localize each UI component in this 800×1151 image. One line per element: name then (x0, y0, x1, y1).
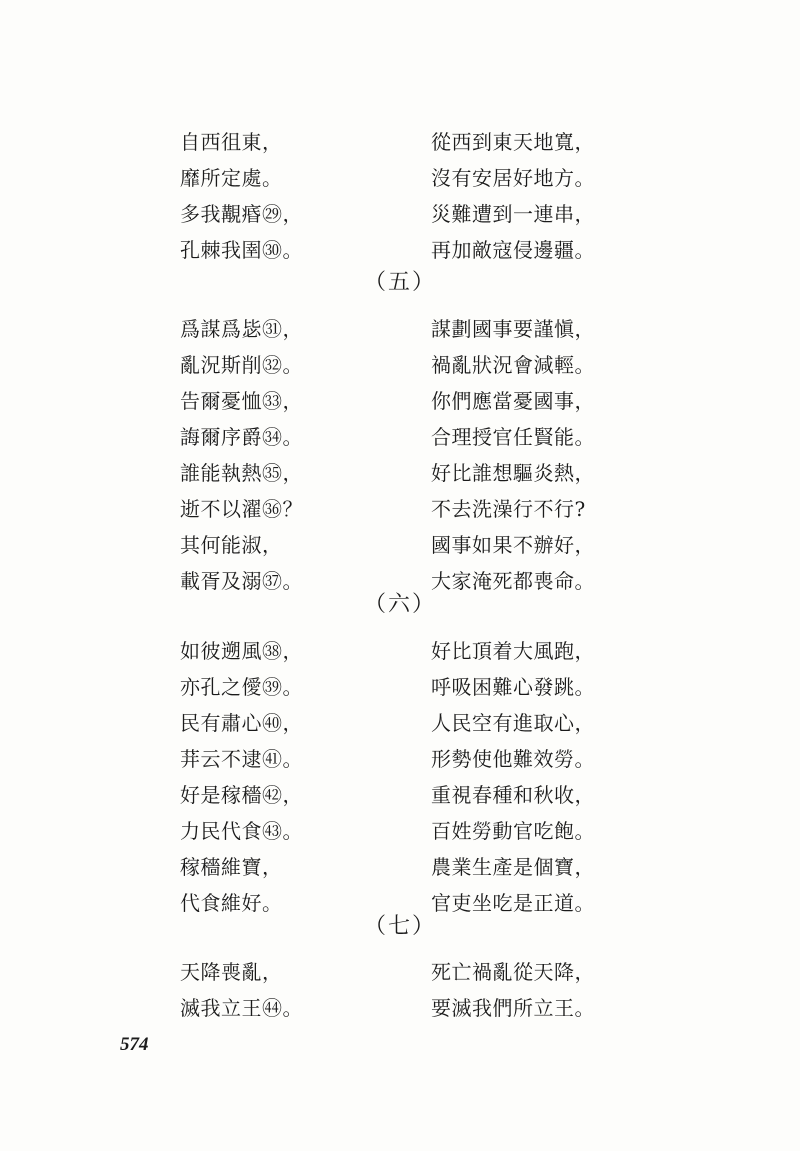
translation-text: 禍亂狀況會減輕。 (431, 353, 595, 377)
verse-line (0, 160, 800, 196)
original-text: 滅我立王㊹。 (180, 996, 303, 1020)
verse-line (0, 347, 800, 383)
verse-line (0, 196, 800, 232)
verse-line (0, 124, 800, 160)
stanza-4-continued (0, 124, 800, 268)
verse-line (0, 455, 800, 491)
verse-line (0, 954, 800, 990)
translation-text: 災難遭到一連串， (431, 202, 595, 226)
page-number: 574 (120, 1034, 149, 1055)
verse-line (0, 813, 800, 849)
translation-text: 從西到東天地寬， (431, 130, 595, 154)
original-text: 天降喪亂， (180, 960, 283, 984)
verse-line (0, 777, 800, 813)
translation-text: 你們應當憂國事， (431, 389, 595, 413)
original-text: 誰能執熱㉟， (180, 461, 303, 485)
original-text: 爲謀爲毖㉛， (180, 317, 303, 341)
translation-text: 人民空有進取心， (431, 711, 595, 735)
translation-text: 再加敵寇侵邊疆。 (431, 238, 595, 262)
original-text: 民有肅心㊵， (180, 711, 303, 735)
original-text: 如彼遡風㊳， (180, 639, 303, 663)
original-text: 靡所定處。 (180, 166, 283, 190)
original-text: 逝不以濯㊱？ (180, 497, 303, 521)
translation-text: 好比頂着大風跑， (431, 639, 595, 663)
verse-line (0, 419, 800, 455)
original-text: 亂況斯削㉜。 (180, 353, 303, 377)
translation-text: 官吏坐吃是正道。 (431, 891, 595, 915)
original-text: 荓云不逮㊶。 (180, 747, 303, 771)
verse-line (0, 311, 800, 347)
original-text: 亦孔之僾㊴。 (180, 675, 303, 699)
translation-text: 形勢使他難效勞。 (431, 747, 595, 771)
verse-line (0, 705, 800, 741)
original-text: 告爾憂恤㉝， (180, 389, 303, 413)
original-text: 自西徂東， (180, 130, 283, 154)
translation-text: 不去洗澡行不行? (431, 497, 586, 521)
verse-line (0, 669, 800, 705)
original-text: 孔棘我圉㉚。 (180, 238, 303, 262)
stanza-6 (0, 633, 800, 921)
stanza-7 (0, 954, 800, 1026)
verse-line (0, 491, 800, 527)
original-text: 多我覯痻㉙， (180, 202, 303, 226)
translation-text: 沒有安居好地方。 (431, 166, 595, 190)
translation-text: 呼吸困難心發跳。 (431, 675, 595, 699)
verse-line (0, 849, 800, 885)
translation-text: 農業生產是個寶， (431, 855, 595, 879)
translation-text: 死亡禍亂從天降， (431, 960, 595, 984)
stanza-5 (0, 311, 800, 599)
translation-text: 大家淹死都喪命。 (431, 569, 595, 593)
translation-text: 國事如果不辦好， (431, 533, 595, 557)
stanza-heading-6: （六） (363, 592, 436, 617)
translation-text: 要滅我們所立王。 (431, 996, 595, 1020)
stanza-heading-7: （七） (363, 914, 436, 939)
translation-text: 百姓勞動官吃飽。 (431, 819, 595, 843)
verse-line (0, 741, 800, 777)
verse-line (0, 990, 800, 1026)
verse-line (0, 383, 800, 419)
stanza-heading-5: （五） (363, 270, 436, 295)
original-text: 其何能淑， (180, 533, 283, 557)
verse-line (0, 633, 800, 669)
translation-text: 謀劃國事要謹愼， (431, 317, 595, 341)
verse-line (0, 527, 800, 563)
original-text: 代食維好。 (180, 891, 283, 915)
original-text: 載胥及溺㊲。 (180, 569, 303, 593)
translation-text: 合理授官任賢能。 (431, 425, 595, 449)
original-text: 誨爾序爵㉞。 (180, 425, 303, 449)
translation-text: 重視春種和秋收， (431, 783, 595, 807)
original-text: 力民代食㊸。 (180, 819, 303, 843)
verse-line (0, 232, 800, 268)
translation-text: 好比誰想驅炎熱， (431, 461, 595, 485)
original-text: 好是稼穡㊷， (180, 783, 303, 807)
original-text: 稼穡維寶， (180, 855, 283, 879)
